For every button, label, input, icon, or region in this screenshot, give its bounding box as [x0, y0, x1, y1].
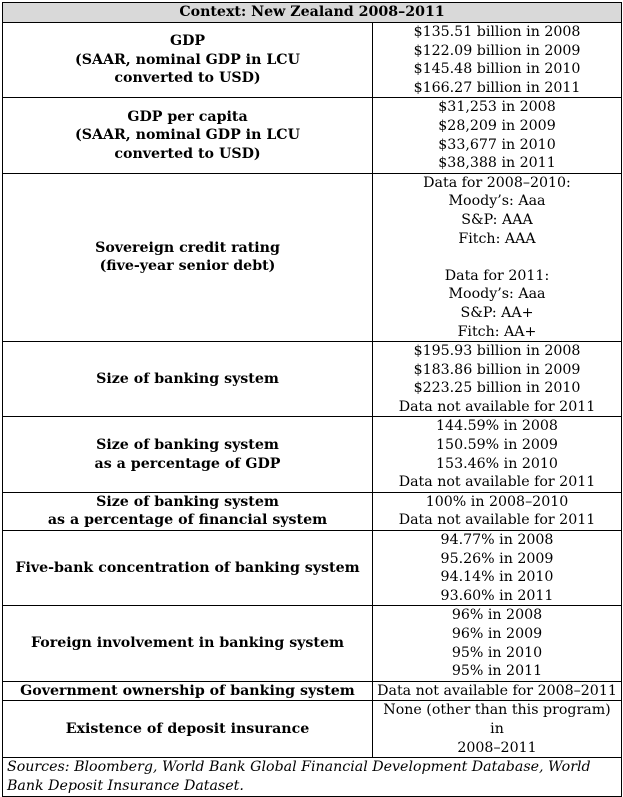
row-label: [3, 492, 373, 530]
row-label-line: Foreign involvement in banking system: [30, 635, 345, 652]
row-value: [373, 98, 622, 173]
row-value-line: 93.60% in 2011: [440, 587, 554, 604]
table-row: [3, 173, 622, 341]
row-value-line: S&P: AA+: [460, 304, 534, 321]
row-label: [3, 606, 373, 681]
row-label-line: converted to USD): [114, 70, 261, 87]
row-label-line: GDP: [169, 33, 206, 50]
row-value-line: 96% in 2009: [451, 626, 543, 642]
row-label: [3, 531, 373, 606]
table-row: [3, 98, 622, 173]
row-value: [373, 342, 622, 417]
row-label-line: Size of banking system: [96, 437, 279, 454]
row-value-line: 153.46% in 2010: [436, 455, 558, 472]
value-spacer: [377, 248, 617, 267]
table-row: [3, 531, 622, 606]
row-label-line: Sovereign credit rating: [95, 239, 280, 256]
row-value-line: $33,677 in 2010: [438, 136, 556, 153]
row-value-line: $195.93 billion in 2008: [413, 343, 581, 360]
row-value-line: 95.26% in 2009: [440, 550, 554, 567]
row-label-line: as a percentage of financial system: [47, 512, 328, 529]
row-value: [373, 681, 622, 701]
row-value-line: $183.86 billion in 2009: [413, 361, 581, 378]
row-value: [373, 417, 622, 492]
row-value-line: 94.14% in 2010: [440, 569, 554, 586]
row-label-line: as a percentage of GDP: [94, 455, 281, 472]
table-row: [3, 417, 622, 492]
row-label: [3, 173, 373, 341]
row-value-line: 95% in 2011: [451, 663, 543, 680]
row-value-line: 150.59% in 2009: [436, 437, 558, 454]
row-value-line: $38,388 in 2011: [438, 155, 556, 172]
row-label: [3, 342, 373, 417]
row-label: [3, 417, 373, 492]
row-value: [373, 531, 622, 606]
table-row: [3, 606, 622, 681]
row-label: [3, 98, 373, 173]
row-value: [373, 492, 622, 530]
row-value-line: Moody’s: Aaa: [448, 193, 546, 210]
table-row: [3, 701, 622, 758]
row-value-line: $28,209 in 2009: [438, 117, 556, 134]
row-value: [373, 701, 622, 758]
row-value-line: $31,253 in 2008: [438, 99, 556, 116]
sources-note: Sources: Bloomberg, World Bank Global Financial Development Database, World Bank Deposit Insurance Dataset.: [3, 758, 622, 797]
row-value-line: $223.25 billion in 2010: [413, 380, 581, 397]
row-value-line: 94.77% in 2008: [440, 532, 554, 549]
row-value-line: 95% in 2010: [451, 644, 543, 661]
row-value: [373, 23, 622, 98]
row-label-line: Size of banking system: [96, 493, 279, 510]
table-title: Context: New Zealand 2008–2011: [3, 3, 622, 23]
row-value-line: $145.48 billion in 2010: [413, 61, 581, 78]
table-row: [3, 681, 622, 701]
row-value-line: S&P: AAA: [461, 211, 533, 228]
row-label: [3, 701, 373, 758]
table-row: [3, 492, 622, 530]
row-label-line: Size of banking system: [96, 370, 279, 387]
row-value-line: Data not available for 2008–2011: [377, 682, 617, 699]
row-label: [3, 681, 373, 701]
row-value-line: 144.59% in 2008: [436, 418, 558, 435]
row-value-line: Data not available for 2011: [398, 398, 596, 415]
table-row: [3, 342, 622, 417]
row-value-line: $135.51 billion in 2008: [413, 24, 581, 40]
row-value-line: $122.09 billion in 2009: [413, 42, 581, 59]
row-label-line: GDP per capita: [127, 108, 248, 125]
row-label-line: Five-bank concentration of banking system: [15, 559, 360, 576]
table-row: [3, 23, 622, 98]
row-value-line: Fitch: AAA: [458, 230, 536, 247]
table-header-row: [3, 3, 622, 23]
row-value-line: Data not available for 2011: [398, 512, 596, 529]
context-table: [2, 2, 622, 797]
row-label-line: (SAAR, nominal GDP in LCU: [75, 127, 300, 144]
row-value-line: Data for 2011:: [444, 267, 550, 284]
row-value: [373, 606, 622, 681]
row-label-line: Government ownership of banking system: [20, 682, 355, 699]
row-label: [3, 23, 373, 98]
row-label-line: Existence of deposit insurance: [65, 720, 310, 737]
row-value-line: None (other than this program) in: [383, 702, 611, 737]
row-label-line: converted to USD): [114, 145, 261, 162]
row-value-line: Data for 2008–2010:: [423, 174, 571, 191]
row-value-line: Moody’s: Aaa: [448, 286, 546, 303]
row-label-line: (five-year senior debt): [99, 258, 276, 275]
row-value-line: $166.27 billion in 2011: [413, 79, 581, 96]
row-value-line: 96% in 2008: [451, 607, 543, 624]
row-value-line: 2008–2011: [457, 739, 537, 756]
row-value-line: 100% in 2008–2010: [425, 493, 569, 510]
row-value-line: Fitch: AA+: [457, 323, 537, 340]
row-value-line: Data not available for 2011: [398, 474, 596, 491]
row-label-line: (SAAR, nominal GDP in LCU: [75, 51, 300, 68]
row-value: [373, 173, 622, 341]
sources-row: [3, 758, 622, 797]
